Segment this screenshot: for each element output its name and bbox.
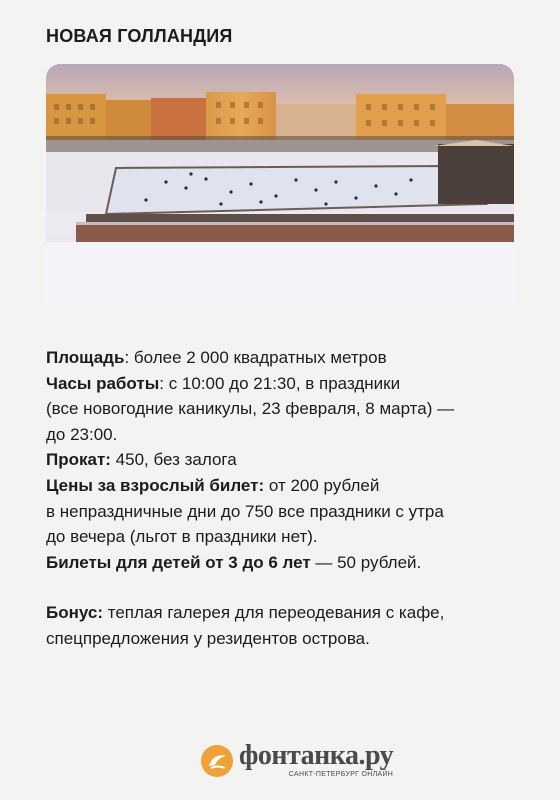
ice-rink-photo xyxy=(46,64,514,316)
adult-price-value: от 200 рублей xyxy=(264,475,380,495)
bonus-line xyxy=(46,600,526,626)
fontanka-logo[interactable] xyxy=(200,742,393,779)
hours-value: : с 10:00 до 21:30, в праздники xyxy=(159,373,401,393)
bonus-label: Бонус: xyxy=(46,603,104,623)
hours-line-2: (все новогодние каникулы, 23 февраля, 8 марта) — xyxy=(46,399,455,419)
bonus-value: теплая галерея для переодевания с кафе, xyxy=(103,603,445,623)
ice-rink-image xyxy=(46,64,514,316)
spacer xyxy=(46,575,526,600)
hours-label: Часы работы xyxy=(46,373,160,393)
rental-value: 450, без залога xyxy=(110,450,237,470)
kids-price-line xyxy=(46,550,526,576)
rental-line xyxy=(46,447,526,473)
kids-price-value: — 50 рублей. xyxy=(310,552,422,572)
logo-wordmark: фонтанка.ру xyxy=(239,740,394,771)
rental-label: Прокат: xyxy=(46,450,111,470)
hours-line xyxy=(46,371,526,397)
adult-price-line-2: в непраздничные дни до 750 все праздники с утра xyxy=(46,501,444,521)
kids-price-label: Билеты для детей от 3 до 6 лет xyxy=(46,552,311,572)
area-label: Площадь xyxy=(46,348,125,367)
info-block xyxy=(46,345,526,652)
adult-price-line xyxy=(46,473,526,499)
bonus-line-2: спецпредложения у резидентов острова. xyxy=(46,628,370,648)
area-line xyxy=(46,345,526,371)
adult-price-label: Цены за взрослый билет: xyxy=(46,475,265,495)
area-value: : более 2 000 квадратных метров xyxy=(124,348,387,367)
page-title: НОВАЯ ГОЛЛАНДИЯ xyxy=(46,26,233,46)
logo-subtitle: САНКТ-ПЕТЕРБУРГ ОНЛАЙН xyxy=(288,771,394,778)
fontanka-logo-icon xyxy=(200,744,234,778)
hours-line-3: до 23:00. xyxy=(46,424,118,444)
adult-price-line-3: до вечера (льгот в праздники нет). xyxy=(46,527,318,547)
